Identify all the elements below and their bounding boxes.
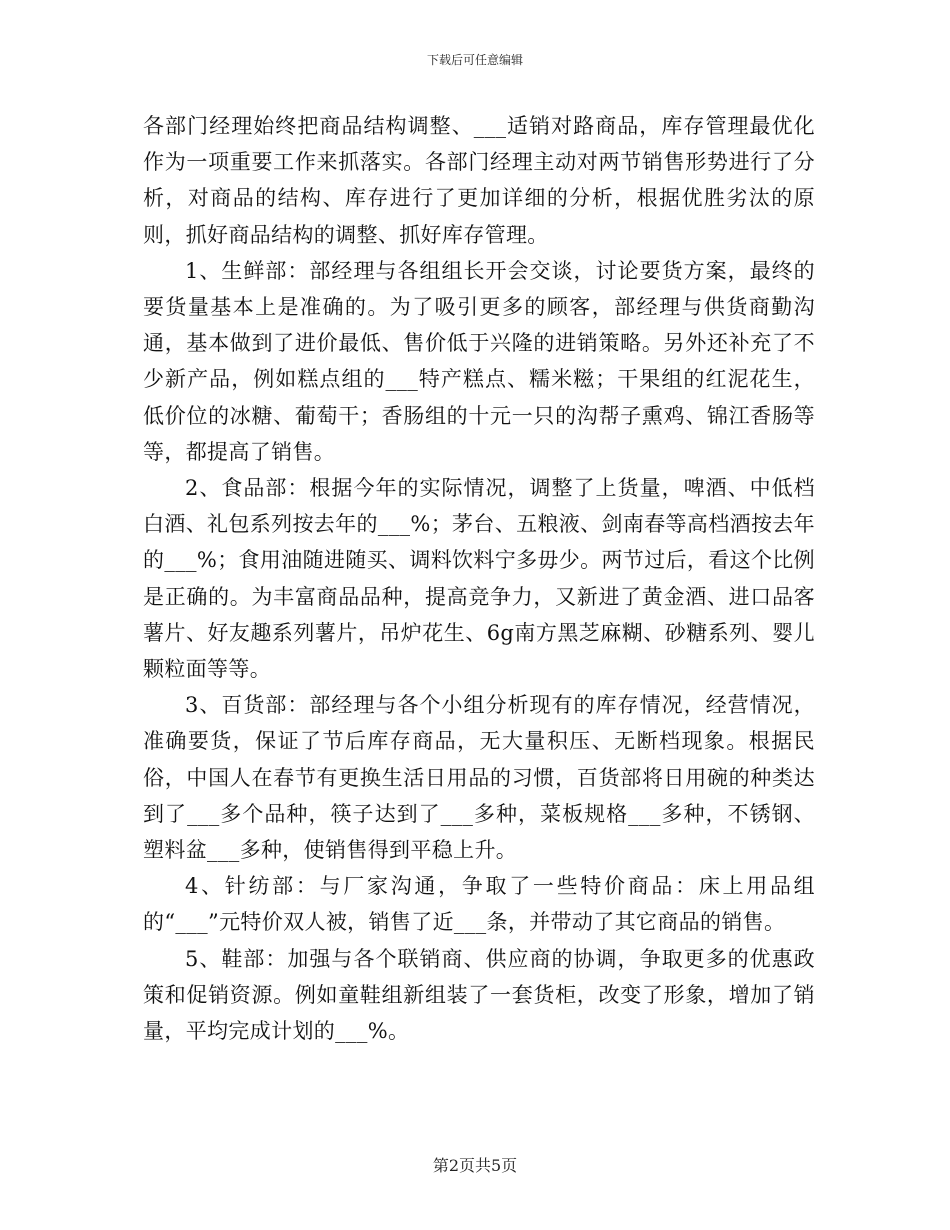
page-header: 下载后可任意编辑 xyxy=(426,53,523,67)
paragraph-general-merchandise-dept: 3、百货部：部经理与各个小组分析现有的库存情况，经营情况，准确要货，保证了节后库存商品，无大量积压、无断档现象。根据民俗，中国人在春节有更换生活日用品的习惯，百货部将日用碗的种类达到了___多个品种，筷子达到了___多种，菜板规格___多种，不锈钢、塑料盆___多种，使销售得到平稳上升。 xyxy=(143,693,815,863)
paragraph-shoe-dept: 5、鞋部：加强与各个联销商、供应商的协调，争取更多的优惠政策和促销资源。例如童鞋组新组装了一套货柜，改变了形象，增加了销量，平均完成计划的___%。 xyxy=(143,946,815,1044)
document-body xyxy=(143,108,815,1049)
paragraph-textile-dept: 4、针纺部：与厂家沟通，争取了一些特价商品：床上用品组的“___”元特价双人被，销售了近___条，并带动了其它商品的销售。 xyxy=(143,874,815,935)
page-footer: 第2页共5页 xyxy=(432,1156,518,1175)
paragraph-intro: 各部门经理始终把商品结构调整、___适销对路商品，库存管理最优化作为一项重要工作来抓落实。各部门经理主动对两节销售形势进行了分析，对商品的结构、库存进行了更加详细的分析，根据优胜劣汰的原则，抓好商品结构的调整、抓好库存管理。 xyxy=(143,114,815,247)
paragraph-food-dept: 2、食品部：根据今年的实际情况，调整了上货量，啤酒、中低档白酒、礼包系列按去年的___%；茅台、五粮液、剑南春等高档酒按去年的___%；食用油随进随买、调料饮料宁多毋少。两节过后，看这个比例是正确的。为丰富商品品种，提高竞争力，又新进了黄金酒、进口品客薯片、好友趣系列薯片，吊炉花生、6g南方黑芝麻糊、砂糖系列、婴儿颗粒面等等。 xyxy=(143,476,816,682)
paragraph-fresh-food-dept: 1、生鲜部：部经理与各组组长开会交谈，讨论要货方案，最终的要货量基本上是准确的。为了吸引更多的顾客，部经理与供货商勤沟通，基本做到了进价最低、售价低于兴隆的进销策略。另外还补充了不少新产品，例如糕点组的___特产糕点、糯米糍；干果组的红泥花生，低价位的冰糖、葡萄干；香肠组的十元一只的沟帮子熏鸡、锦江香肠等等，都提高了销售。 xyxy=(143,258,815,464)
